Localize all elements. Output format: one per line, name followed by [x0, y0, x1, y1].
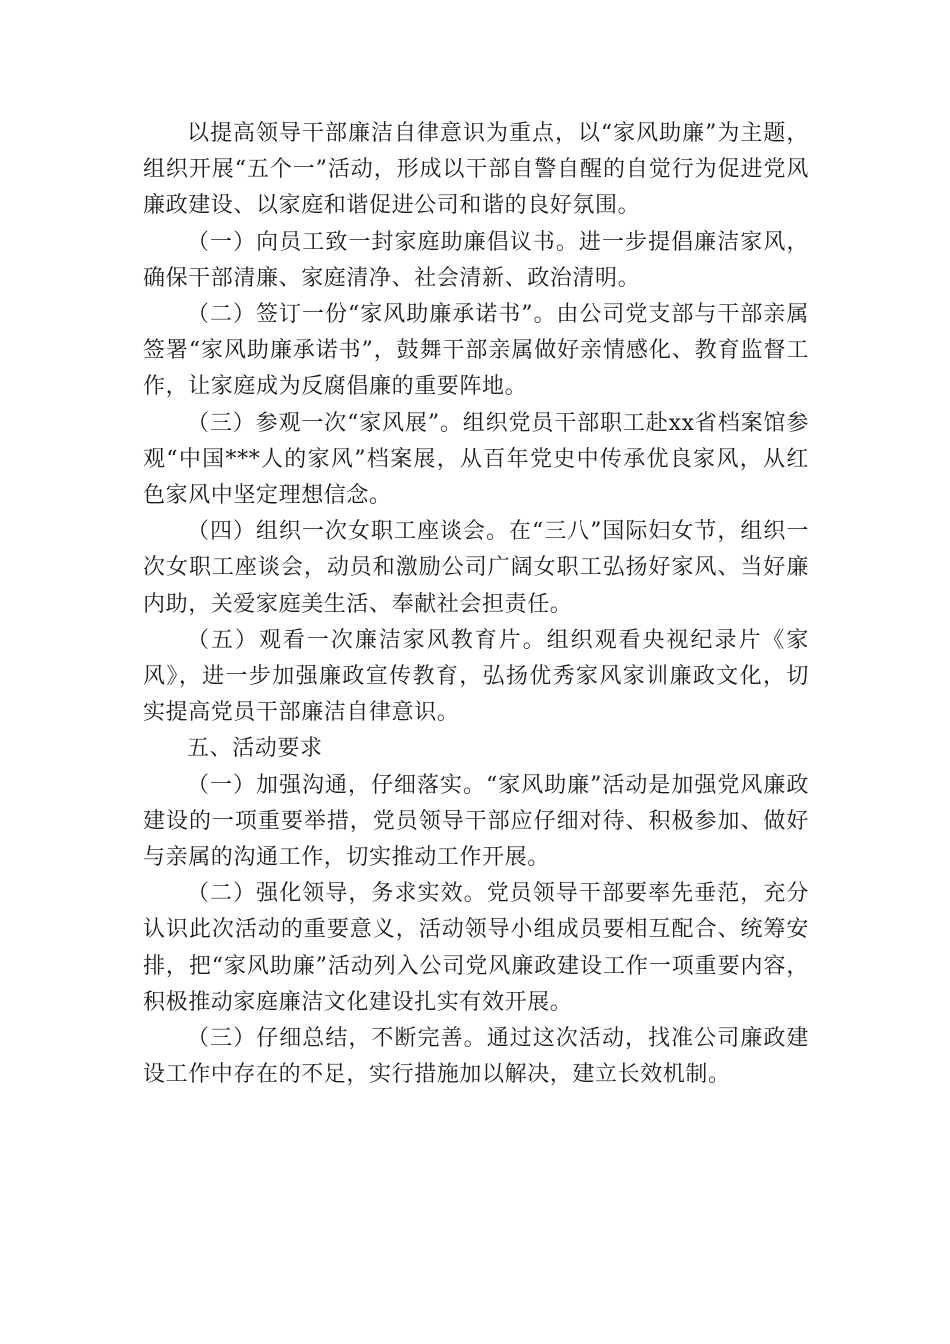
- section-heading: 五、活动要求: [187, 736, 323, 762]
- paragraph-intro: 以提高领导干部廉洁自律意识为重点，以“家风助廉”为主题，组织开展“五个一”活动，形成以干部自警自醒的自觉行为促进党风廉政建设、以家庭和谐促进公司和谐的良好氛围。: [143, 121, 809, 219]
- paragraph-item-3: （三）参观一次“家风展”。组织党员干部职工赴xx省档案馆参观“中国***人的家风”档案展，从百年党史中传承优良家风，从红色家风中坚定理想信念。: [143, 410, 809, 509]
- paragraph-item-1: （一）向员工致一封家庭助廉倡议书。进一步提倡廉洁家风，确保干部清廉、家庭清净、社会清新、政治清明。: [143, 229, 809, 291]
- paragraph-item-5: （五）观看一次廉洁家风教育片。组织观看央视纪录片《家风》，进一步加强廉政宣传教育，弘扬优秀家风家训廉政文化，切实提高党员干部廉洁自律意识。: [143, 627, 809, 726]
- document-body: [143, 116, 809, 1093]
- paragraph-requirement-1: （一）加强沟通，仔细落实。“家风助廉”活动是加强党风廉政建设的一项重要举措，党员领导干部应仔细对待、积极参加、做好与亲属的沟通工作，切实推动工作开展。: [143, 772, 809, 871]
- paragraph-item-2: （二）签订一份“家风助廉承诺书”。由公司党支部与干部亲属签署“家风助廉承诺书”，鼓舞干部亲属做好亲情感化、教育监督工作，让家庭成为反腐倡廉的重要阵地。: [143, 302, 809, 400]
- paragraph-requirement-2: （二）强化领导，务求实效。党员领导干部要率先垂范，充分认识此次活动的重要意义，活动领导小组成员要相互配合、统筹安排，把“家风助廉”活动列入公司党风廉政建设工作一项重要内容，积极推动家庭廉洁文化建设扎实有效开展。: [143, 881, 809, 1015]
- paragraph-requirement-3: （三）仔细总结，不断完善。通过这次活动，找准公司廉政建设工作中存在的不足，实行措施加以解决，建立长效机制。: [143, 1026, 809, 1088]
- paragraph-item-4: （四）组织一次女职工座谈会。在“三八”国际妇女节，组织一次女职工座谈会，动员和激励公司广阔女职工弘扬好家风、当好廉内助，关爱家庭美生活、奉献社会担责任。: [143, 519, 809, 617]
